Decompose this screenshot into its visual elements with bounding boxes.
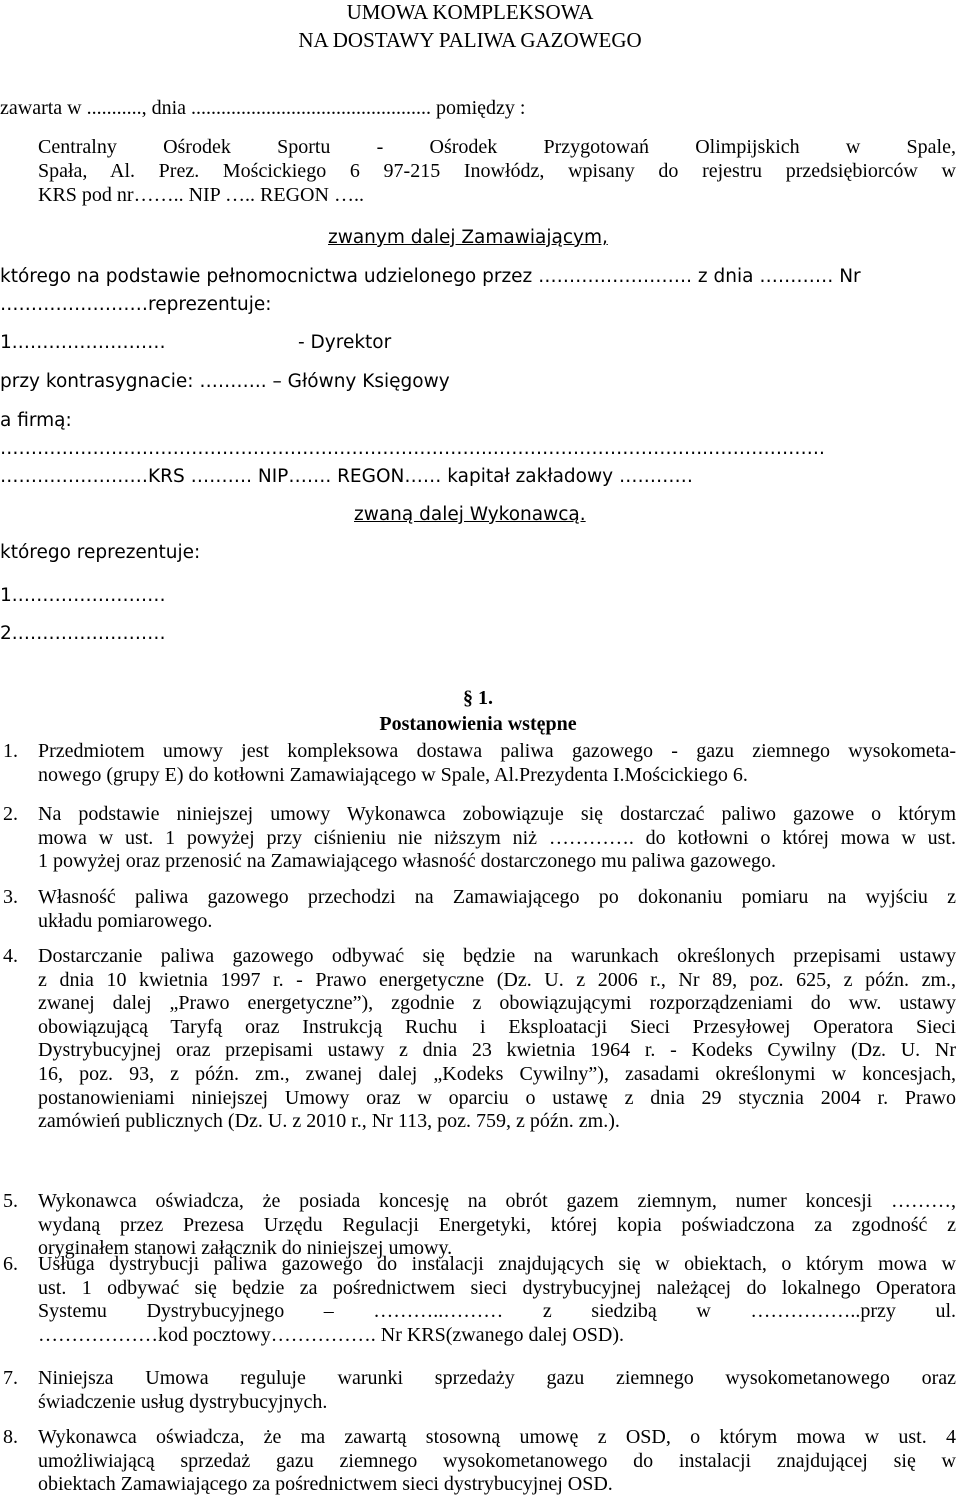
provision-number: 4. bbox=[3, 945, 18, 967]
section-heading: Postanowienia wstępne bbox=[379, 713, 577, 735]
provision-number: 7. bbox=[3, 1367, 18, 1389]
provision-text-line: ust. 1 odbywać się będzie za pośrednictwem sieci dystrybucyjnej należącej do lokalnego Operatora bbox=[38, 1276, 956, 1299]
provision-text-line: Na podstawie niniejszej umowy Wykonawca zobowiązuje się dostarczać paliwo gazowe o którym bbox=[38, 803, 956, 825]
reprezentuje-line: ……………………reprezentuje: bbox=[0, 294, 272, 315]
provision-text-line: zamówień publicznych (Dz. U. z 2010 r., Nr 113, poz. 759, z późn. zm.). bbox=[38, 1110, 620, 1133]
provision-text-line: 1 powyżej oraz przenosić na Zamawiającego własność dostarczonego mu paliwa gazowego. bbox=[38, 850, 777, 873]
provision-number: 8. bbox=[3, 1426, 18, 1448]
provision-text-line: Własność paliwa gazowego przechodzi na Zamawiającego po dokonaniu pomiaru na wyjściu z bbox=[38, 886, 956, 908]
provision-text-line: obiektach Zamawiającego za pośrednictwem sieci dystrybucyjnej OSD. bbox=[38, 1473, 613, 1496]
firma-details-line: ……………………KRS ………. NIP……. REGON…… kapitał zakładowy ………… bbox=[0, 466, 693, 487]
provision-text-line: postanowieniami niniejszej Umowy oraz w oparciu o ustawę z dnia 29 stycznia 2004 r. Prawo bbox=[38, 1086, 956, 1109]
section-number: § 1. bbox=[463, 687, 493, 709]
provision-text-line: mowa w ust. 1 powyżej przy ciśnieniu nie niższym niż …………. do kotłowni o której mowa w ust. bbox=[38, 826, 956, 849]
provision-text-line: umożliwiającą sprzedaż gazu ziemnego wysokometanowego do instalacji znajdującej się w bbox=[38, 1449, 956, 1472]
zamawiajacy-label bbox=[328, 226, 608, 250]
provision-text-line: Systemu Dystrybucyjnego – ………..……… z siedzibą w ……………..przy ul. bbox=[38, 1300, 956, 1323]
firma-dots: ……………………………………………………………………..……………………………..………………. bbox=[0, 438, 825, 459]
provision-text-line: układu pomiarowego. bbox=[38, 909, 213, 932]
provision-text-line: Dystrybucyjnej oraz przepisami ustawy z dnia 23 kwietnia 1964 r. - Kodeks Cywilny (Dz. U. Nr bbox=[38, 1039, 956, 1062]
dyrektor-number: 1.…………………… bbox=[0, 332, 166, 353]
provision-text-line: z dnia 10 kwietnia 1997 r. - Prawo energetyczne (Dz. U. z 2006 r., Nr 89, poz. 625, z późn. zm., bbox=[38, 968, 956, 991]
provision-text-line: ………………kod pocztowy……………. Nr KRS(zwanego dalej OSD). bbox=[38, 1323, 625, 1346]
contract-date-line: zawarta w ..........., dnia ................................................ pomiędzy : bbox=[0, 97, 526, 119]
provision-text-line: Usługa dystrybucji paliwa gazowego do instalacji znajdujących się w obiektach, o którym mowa w bbox=[38, 1253, 956, 1275]
provision-text-line: 16, poz. 93, z późn. zm., zwanej dalej „Kodeks Cywilny”), zasadami określonymi w koncesjach, bbox=[38, 1063, 956, 1085]
provision-text-line: obowiązującą Taryfą oraz Instrukcją Ruchu i Eksploatacji Sieci Przesyłowej Operatora Sieci bbox=[38, 1015, 956, 1038]
provision-text-line: wydaną przez Prezesa Urzędu Regulacji Energetyki, której kopia poświadczona za zgodność z bbox=[38, 1213, 956, 1236]
provision-text-line: Wykonawca oświadcza, że ma zawartą stosowną umowę z OSD, o którym mowa w ust. 4 bbox=[38, 1426, 956, 1448]
pelnomocnictwo-line: którego na podstawie pełnomocnictwa udzielonego przez ……………………. z dnia ………… Nr bbox=[0, 266, 861, 287]
provision-text-line: oryginałem stanowi załącznik do niniejszej umowy. bbox=[38, 1237, 453, 1260]
provision-text-line: Niniejsza Umowa reguluje warunki sprzedaży gazu ziemnego wysokometanowego oraz bbox=[38, 1367, 956, 1389]
representative-2: 2.…………………… bbox=[0, 623, 166, 644]
provision-text-line: zwanej dalej „Prawo energetyczne”), zgodnie z obowiązującymi rozporządzeniami do ww. ustawy bbox=[38, 992, 956, 1015]
provision-text-line: Wykonawca oświadcza, że posiada koncesję na obrót gazem ziemnym, numer koncesji ………, bbox=[38, 1190, 956, 1212]
provision-text-line: Dostarczanie paliwa gazowego odbywać się będzie na warunkach określonych przepisami ustawy bbox=[38, 945, 956, 967]
dyrektor-label: - Dyrektor bbox=[298, 332, 392, 353]
provision-text-line: Przedmiotem umowy jest kompleksowa dostawa paliwa gazowego - gazu ziemnego wysokometa- bbox=[38, 740, 956, 762]
representative-1: 1.…………………… bbox=[0, 585, 166, 606]
wykonawca-label bbox=[354, 503, 586, 527]
provision-number: 3. bbox=[3, 886, 18, 908]
provision-number: 1. bbox=[3, 740, 18, 762]
document-title-line2: NA DOSTAWY PALIWA GAZOWEGO bbox=[298, 28, 642, 52]
reprezentuje2-line: którego reprezentuje: bbox=[0, 542, 201, 563]
zamawiajacy-text: zwanym dalej Zamawiającym, bbox=[328, 227, 608, 248]
provision-number: 6. bbox=[3, 1253, 18, 1275]
wykonawca-text: zwaną dalej Wykonawcą. bbox=[354, 504, 586, 525]
party1-line2: Spała, Al. Prez. Mościckiego 6 97-215 Inowłódz, wpisany do rejestru przedsiębiorców w bbox=[38, 160, 956, 182]
kontrasygnata-line: przy kontrasygnacie: ……….. – Główny Księgowy bbox=[0, 371, 450, 392]
party1-line3: KRS pod nr…….. NIP ….. REGON ….. bbox=[38, 184, 364, 206]
provision-text-line: nowego (grupy E) do kotłowni Zamawiającego w Spale, Al.Prezydenta I.Mościckiego 6. bbox=[38, 763, 748, 786]
firma-label: a firmą: bbox=[0, 410, 72, 431]
party1-line1: Centralny Ośrodek Sportu - Ośrodek Przygotowań Olimpijskich w Spale, bbox=[38, 136, 956, 158]
provision-text-line: świadczenie usług dystrybucyjnych. bbox=[38, 1390, 328, 1413]
provision-number: 2. bbox=[3, 803, 18, 825]
provision-number: 5. bbox=[3, 1190, 18, 1212]
document-title-line1: UMOWA KOMPLEKSOWA bbox=[346, 0, 594, 24]
